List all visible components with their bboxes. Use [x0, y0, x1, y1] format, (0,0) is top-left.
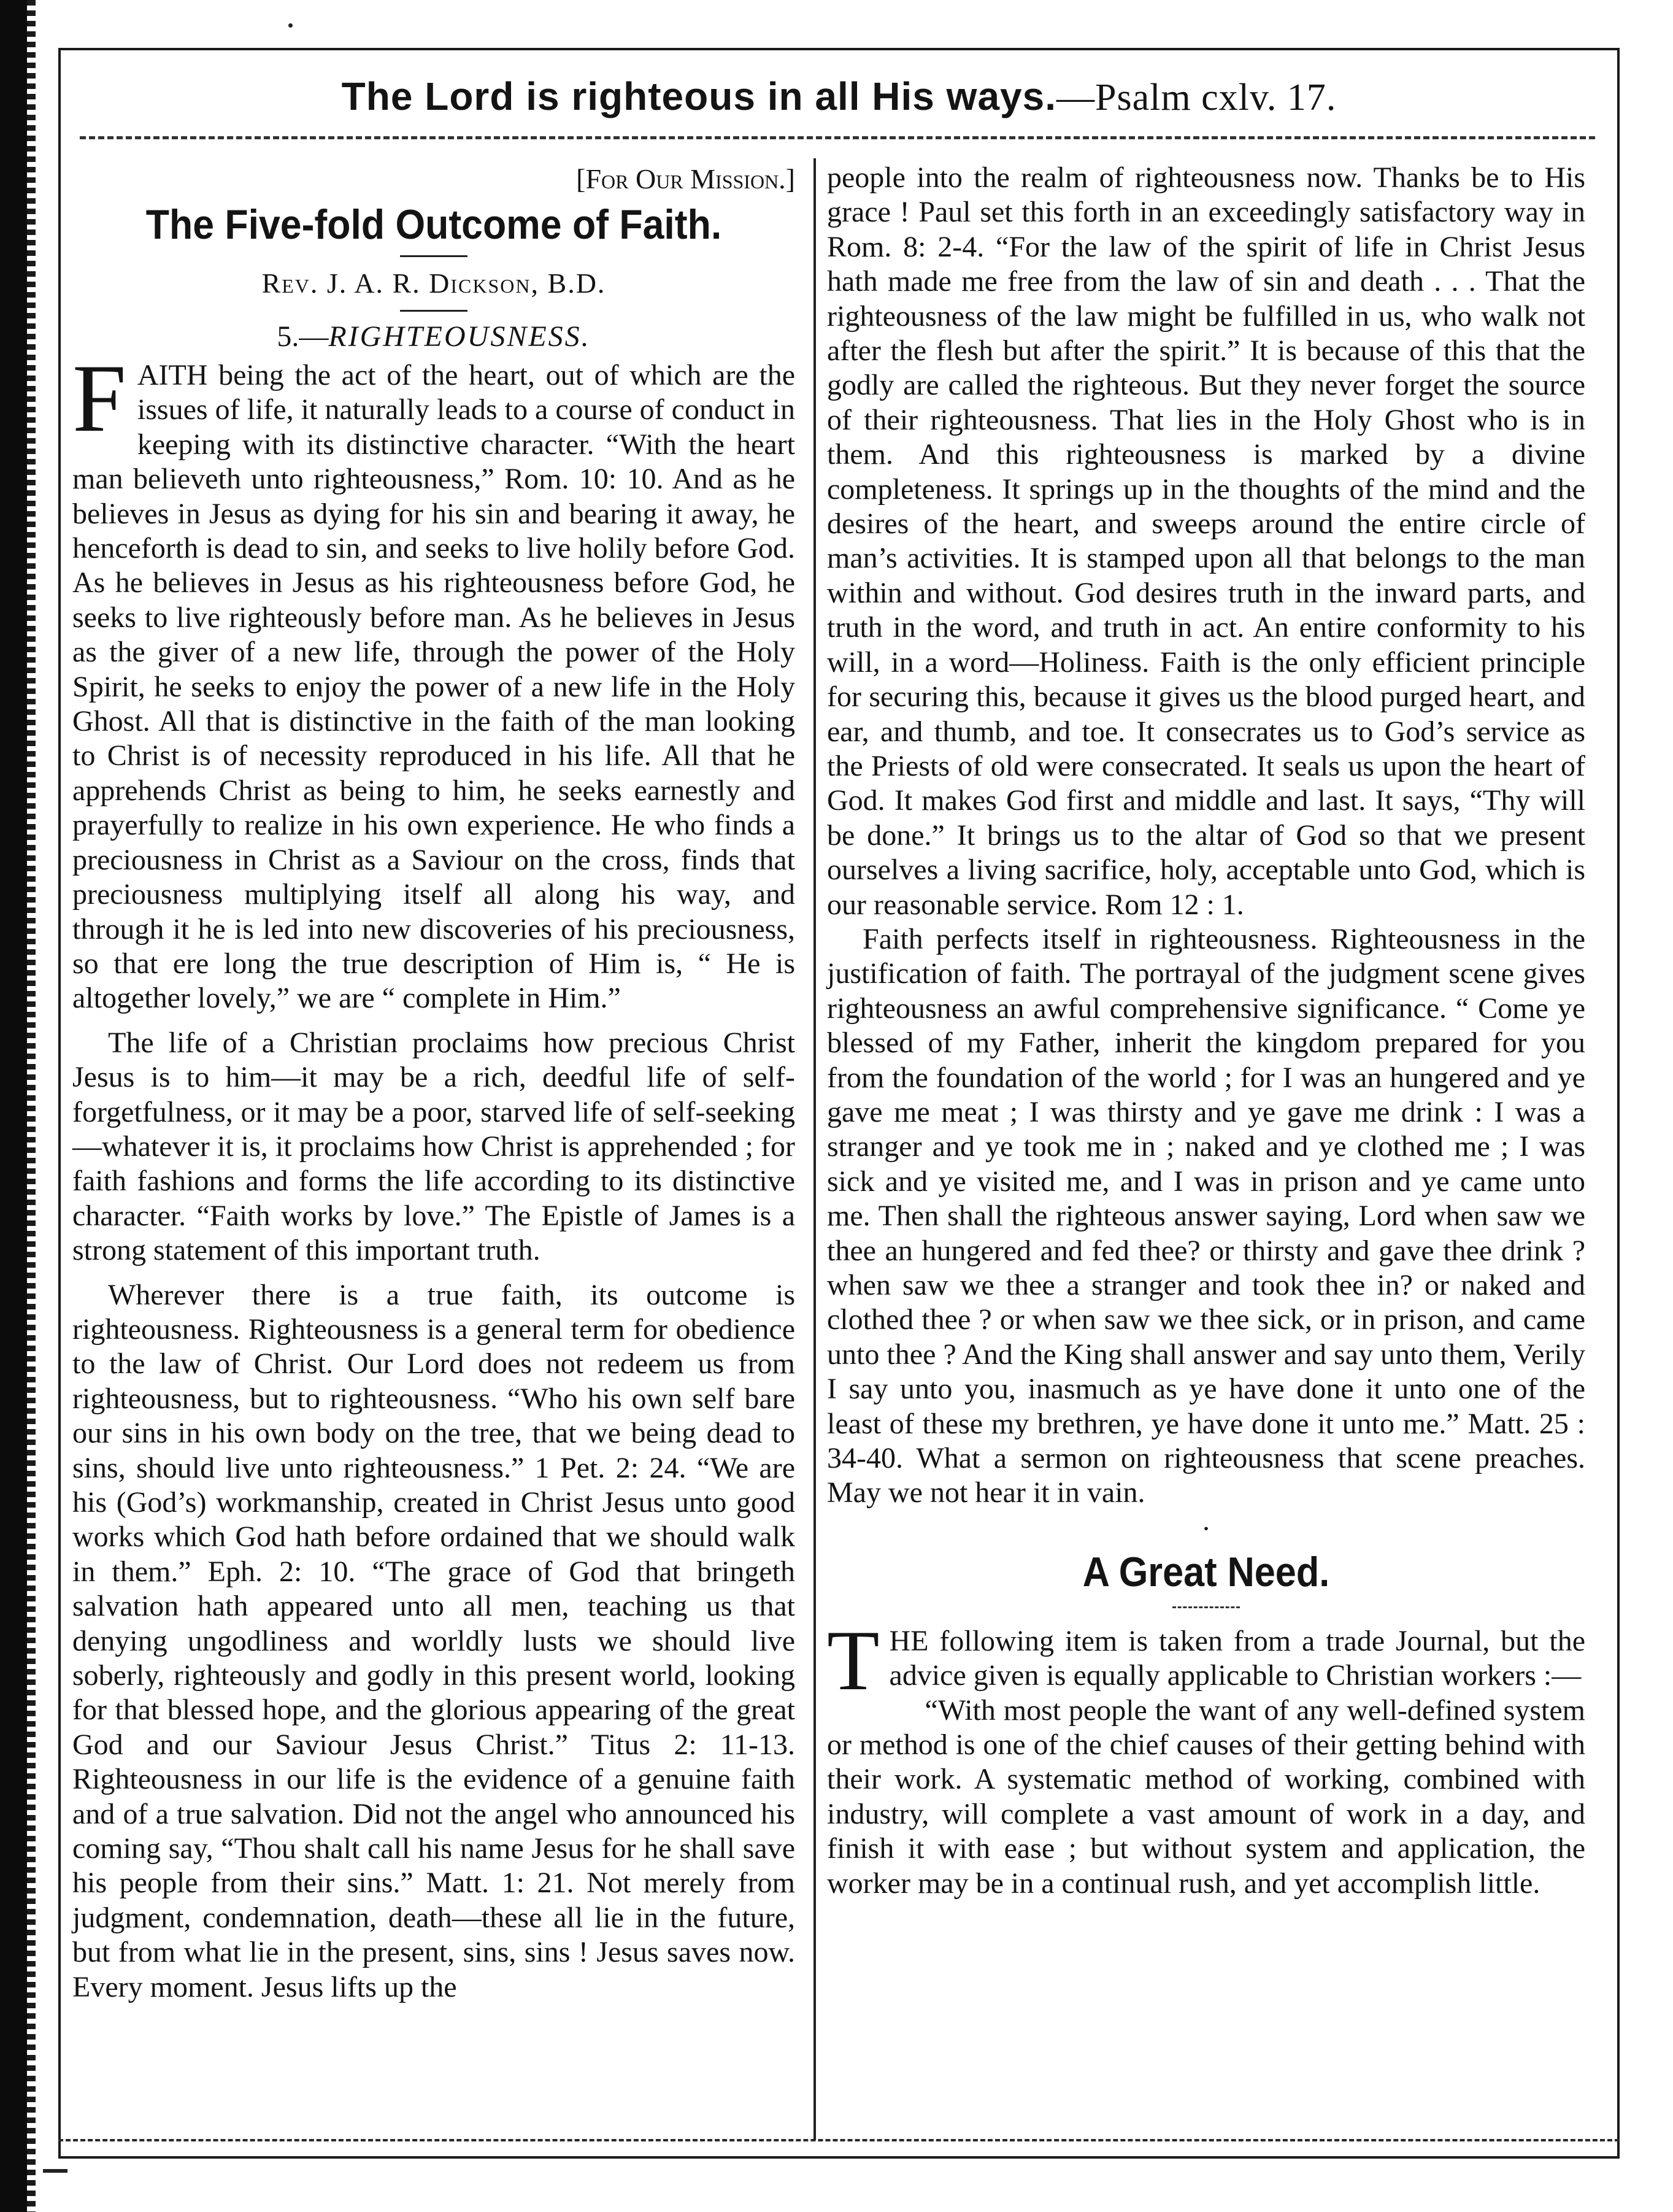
- paragraph: FAITH being the act of the heart, out of which are the issues of life, it naturally leads to a course of conduct in keeping with its distinctive character. “With the heart man believeth unto righteousness,” Rom. 10: 10. And as he believes in Jesus as dying for his sin and bearing it away, he henceforth is dead to sin, and seeks to live holily before God. As he believes in Jesus as his righteousness before God, he seeks to live righteously before man. As he believes in Jesus as the giver of a new life, through the power of the Holy Spirit, he seeks to enjoy the power of a new life in the Holy Ghost. All that is distinctive in the faith of the man looking to Christ is of necessity reproduced in his life. All that he apprehends Christ as being to him, he seeks earnestly and prayerfully to realize in his own experience. He who finds a preciousness in Christ as a Saviour on the cross, finds that preciousness multiplying itself all along his way, and through it he is led into new discoveries of his preciousness, so that ere long the true description of Him is, “ He is altogether lovely,” we are “ complete in Him.”: [72, 345, 795, 1015]
- header-citation: —Psalm cxlv. 17.: [1056, 77, 1337, 118]
- article-title: The Five-fold Outcome of Faith.: [145, 201, 722, 248]
- header-rule: [80, 136, 1595, 139]
- right-column: [827, 161, 1585, 1901]
- binding-edge: [0, 0, 27, 2212]
- article-separator: ·: [1201, 1512, 1211, 1545]
- paragraph: Faith perfects itself in righteousness. Righteousness in the justification of faith. The portrayal of the judgment scene gives righteousness an awful comprehensive significance. “ Come ye blessed of my Father, inherit the kingdom prepared for you from the foundation of the world ; for I was an hungered and ye gave me meat ; I was thirsty and ye gave me drink : I was a stranger and ye took me in ; naked and ye clothed me ; I was sick and ye visited me, and I was in prison and ye came unto me. Then shall the righteous answer saying, Lord when saw we thee an hungered and fed thee? or thirsty and gave thee drink ? when saw we thee a stranger and took thee in? or naked and clothed thee ? or when saw we thee sick, or in prison, and came unto thee ? And the King shall answer and say unto them, Verily I say unto you, inasmuch as ye have done it unto one of the least of these my brethren, ye have done it unto me.” Matt. 25 : 34-40. What a sermon on righteousness that scene preaches. May we not hear it in vain.: [827, 922, 1585, 1509]
- paragraph: THE following item is taken from a trade Journal, but the advice given is equally applicable to Christian workers :—: [827, 1613, 1585, 1708]
- footer-rule: [58, 2139, 1620, 2141]
- paragraph: The life of a Christian proclaims how precious Christ Jesus is to him—it may be a rich, deedful life of self-forgetfulness, or it may be a poor, starved life of self-seeking—whatever it is, it proclaims how Christ is apprehended ; for faith fashions and forms the life according to its distinctive character. “Faith works by love.” The Epistle of James is a strong statement of this important truth.: [72, 1026, 795, 1267]
- paragraph-continued: people into the realm of righteousness now. Thanks be to His grace ! Paul set this forth in an exceedingly satisfactory way in Rom. 8: 2-4. “For the law of the spirit of life in Christ Jesus hath made me free from the law of sin and death . . . That the righteousness of the law might be fulfilled in us, who walk not after the flesh but after the spirit.” It is because of this that the godly are called the righteous. But they never forget the source of their righteousness. That lies in the Holy Ghost who is in them. And this righteousness is marked by a divine completeness. It springs up in the thoughts of the mind and the desires of the heart, and sweeps around the entire circle of man’s activities. It is stamped upon all that belongs to the man within and without. God desires truth in the inward parts, and truth in the word, and truth in act. An entire conformity to his will, in a word—Holiness. Faith is the only efficient principle for securing this, because it gives us the blood purged heart, and ear, and thumb, and toe. It consecrates us to God’s service as the Priests of old were consecrated. It seals us upon the heart of God. It makes God first and middle and last. It says, “Thy will be done.” It brings us to the altar of God so that we present ourselves a living sacrifice, holy, acceptable unto God, which is our reasonable service. Rom 12 : 1.: [827, 161, 1585, 921]
- section-heading: [72, 315, 795, 358]
- article-byline: Rev. J. A. R. Dickson, B.D.: [261, 268, 606, 299]
- header-title: The Lord is righteous in all His ways.: [341, 74, 1057, 118]
- article-title: A Great Need.: [1082, 1548, 1330, 1595]
- column-divider: [813, 158, 816, 2140]
- drop-cap: T: [827, 1613, 880, 1708]
- article-kicker: [For Our Mission.]: [576, 163, 795, 195]
- byline-rule: [400, 310, 467, 312]
- title-rule: [400, 255, 467, 257]
- drop-cap: F: [72, 345, 126, 452]
- top-dot: [288, 23, 293, 28]
- section-number: 5.—: [277, 320, 329, 353]
- binding-edge-texture: [27, 0, 36, 2212]
- bottom-left-mark: [43, 2169, 67, 2173]
- paragraph: Wherever there is a true faith, its outcome is righteousness. Righteousness is a general term for obedience to the law of Christ. Our Lord does not redeem us from righteousness, but to righteousness. “Who his own self bare our sins in his own body on the tree, that we being dead to sins, should live unto righteousness.” 1 Pet. 2: 24. “We are his (God’s) workmanship, created in Christ Jesus unto good works which God hath before ordained that we should walk in them.” Eph. 2: 10. “The grace of God that bringeth salvation hath appeared unto all men, teaching us that denying ungodliness and worldly lusts we should live soberly, righteously and godly in this present world, looking for that blessed hope, and the glorious appearing of the great God and our Saviour Jesus Christ.” Titus 2: 11-13. Righteousness in our life is the evidence of a genuine faith and of a true salvation. Did not the angel who announced his coming say, “Thou shalt call his name Jesus for he shall save his people from their sins.” Matt. 1: 21. Not merely from judgment, condemnation, death—these all lie in the future, but from what lie in the present, sins, sins ! Jesus saves now. Every moment. Jesus lifts up the: [72, 1278, 795, 2003]
- left-column: [72, 161, 795, 2005]
- section-title: RIGHTEOUSNESS.: [328, 320, 591, 353]
- page-header: [58, 56, 1620, 136]
- paragraph: “With most people the want of any well-defined system or method is one of the chief causes of their getting behind with their work. A systematic method of working, combined with industry, will complete a vast amount of work in a day, and finish it with ease ; but without system and application, the worker may be in a continual rush, and yet accomplish little.: [827, 1694, 1585, 1900]
- title-rule: [1172, 1606, 1240, 1608]
